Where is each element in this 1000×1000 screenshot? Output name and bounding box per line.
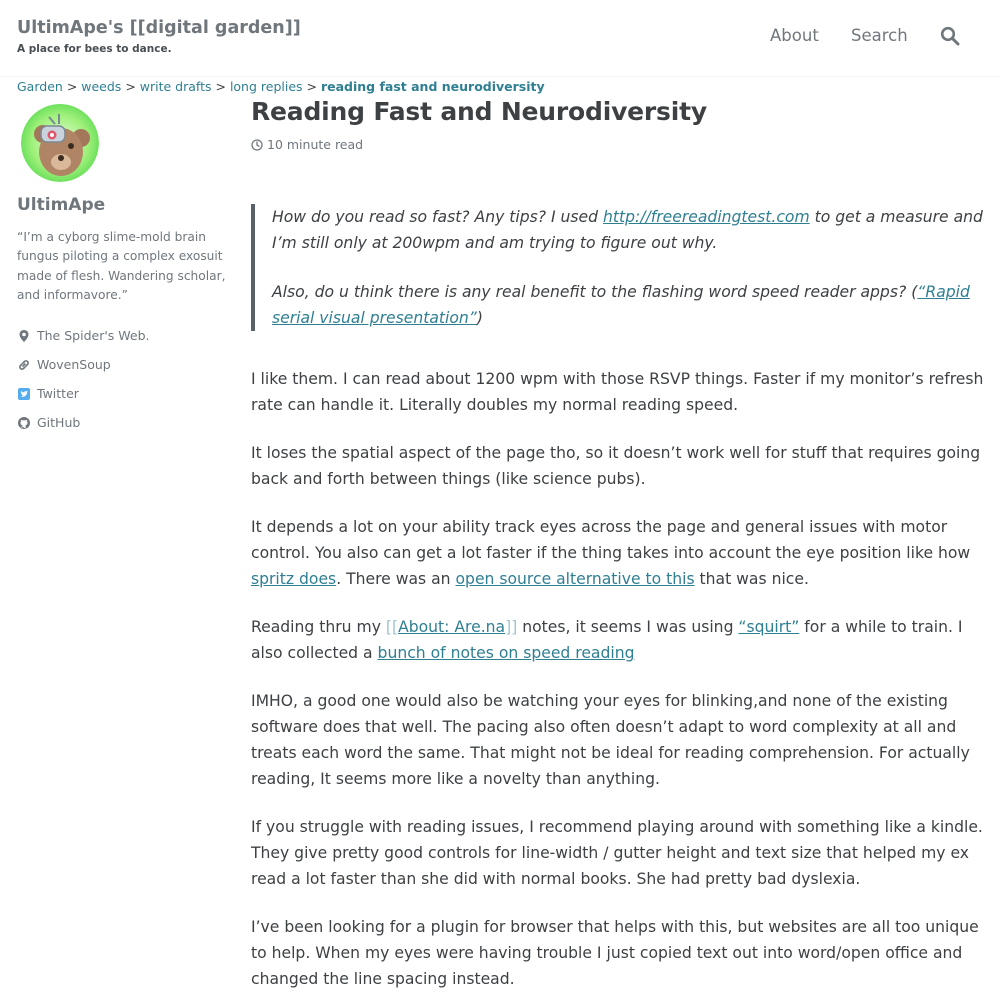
paragraph: I like them. I can read about 1200 wpm with those RSVP things. Faster if my monitor’s refresh rate can handle it. Literally doubles my normal reading speed.: [251, 370, 984, 414]
breadcrumb-separator: >: [215, 79, 230, 94]
quote-paragraph: [272, 279, 986, 331]
author-name: UltimApe: [17, 195, 106, 215]
wovensoup-link[interactable]: WovenSoup: [37, 357, 111, 372]
page-title: Reading Fast and Neurodiversity: [251, 97, 707, 126]
article-content: [251, 204, 986, 1000]
paragraph: I’ve been looking for a plugin for browser that helps with this, but websites are all too unique to help. When my eyes were having trouble I just copied text out into word/open office and changed the line spacing instead.: [251, 918, 979, 988]
wikilink-bracket-close: ]]: [505, 618, 518, 636]
read-time-label: 10 minute read: [267, 137, 364, 152]
breadcrumb-separator: >: [306, 79, 321, 94]
read-time: [251, 137, 363, 152]
quote-text: ): [476, 309, 483, 327]
freereadingtest-link[interactable]: http://freereadingtest.com: [603, 208, 810, 226]
map-marker-icon: [17, 329, 31, 343]
paragraph-text: It depends a lot on your ability track eyes across the page and general issues with motor control. You also can get a lot faster if the thing takes into account the eye position like how: [251, 518, 971, 562]
breadcrumb-current: reading fast and neurodiversity: [320, 79, 545, 94]
link-icon: [17, 358, 31, 372]
twitter-icon: [17, 387, 31, 401]
nav-search-link[interactable]: Search: [851, 26, 908, 45]
breadcrumb-weeds[interactable]: weeds: [81, 79, 122, 94]
paragraph: [251, 614, 986, 666]
author-location-label: The Spider's Web.: [37, 328, 150, 343]
quote-text: How do you read so fast? Any tips? I used: [272, 208, 603, 226]
breadcrumb-garden[interactable]: Garden: [17, 79, 63, 94]
paragraph: It loses the spatial aspect of the page tho, so it doesn’t work well for stuff that requires going back and forth between things (like science pubs).: [251, 444, 981, 488]
github-icon: [17, 416, 31, 430]
clock-icon: [251, 139, 263, 151]
breadcrumb-write-drafts[interactable]: write drafts: [139, 79, 212, 94]
paragraph-text: for a while to train. I also collected a: [251, 618, 963, 662]
paragraph-text: that was nice.: [694, 570, 809, 588]
search-icon[interactable]: [940, 26, 964, 50]
paragraph-text: notes, it seems I was using: [517, 618, 739, 636]
paragraph-text: Reading thru my: [251, 618, 386, 636]
quote-text: to get a measure and I’m still only at 200wpm and am trying to figure out why.: [272, 208, 983, 252]
speed-reading-notes-link[interactable]: bunch of notes on speed reading: [377, 644, 635, 662]
paragraph-text: . There was an: [336, 570, 456, 588]
quoted-question: [251, 204, 986, 331]
breadcrumb-separator: >: [125, 79, 140, 94]
wikilink-bracket-open: [[: [385, 618, 399, 636]
breadcrumb-separator: >: [66, 79, 82, 94]
author-link-twitter: [17, 379, 227, 408]
author-link-wovensoup: [17, 350, 227, 379]
spritz-link[interactable]: spritz does: [251, 570, 337, 588]
twitter-link[interactable]: Twitter: [37, 386, 79, 401]
paragraph: IMHO, a good one would also be watching your eyes for blinking,and none of the existing software does that well. The pacing also often doesn’t adapt to word complexity at all and treats each word the same. That might not be ideal for reading comprehension. For actually reading, It seems more like a novelty than anything.: [251, 692, 970, 788]
author-link-github: [17, 408, 227, 437]
quote-text: Also, do u think there is any real benefit to the flashing word speed reader apps? (: [272, 283, 918, 301]
quote-paragraph: [272, 204, 986, 256]
rsvp-wiki-link[interactable]: “Rapid serial visual presentation”: [272, 283, 970, 327]
squirt-link[interactable]: “squirt”: [738, 618, 800, 636]
avatar: [21, 104, 99, 182]
github-link[interactable]: GitHub: [37, 415, 81, 430]
masthead: [0, 0, 1000, 77]
author-bio: “I’m a cyborg slime-mold brain fungus piloting a complex exosuit made of flesh. Wandering scholar, and informavore.”: [17, 230, 226, 302]
site-title-link[interactable]: UltimApe's [[digital garden]]: [17, 18, 301, 38]
open-source-alternative-link[interactable]: open source alternative to this: [455, 570, 695, 588]
author-links: [17, 321, 227, 437]
site-subtitle: A place for bees to dance.: [17, 43, 172, 55]
paragraph: If you struggle with reading issues, I recommend playing around with something like a kindle. They give pretty good controls for line-width / gutter height and text size that helped my ex read a lot faster than she did with normal books. She had pretty bad dyslexia.: [251, 818, 983, 888]
breadcrumb-long-replies[interactable]: long replies: [229, 79, 303, 94]
nav-about-link[interactable]: About: [770, 26, 819, 45]
wikilink: [386, 618, 517, 636]
paragraph: [251, 514, 986, 592]
breadcrumb: [17, 79, 545, 94]
author-location: [17, 321, 227, 350]
arena-wikilink[interactable]: About: Are.na: [398, 618, 506, 636]
